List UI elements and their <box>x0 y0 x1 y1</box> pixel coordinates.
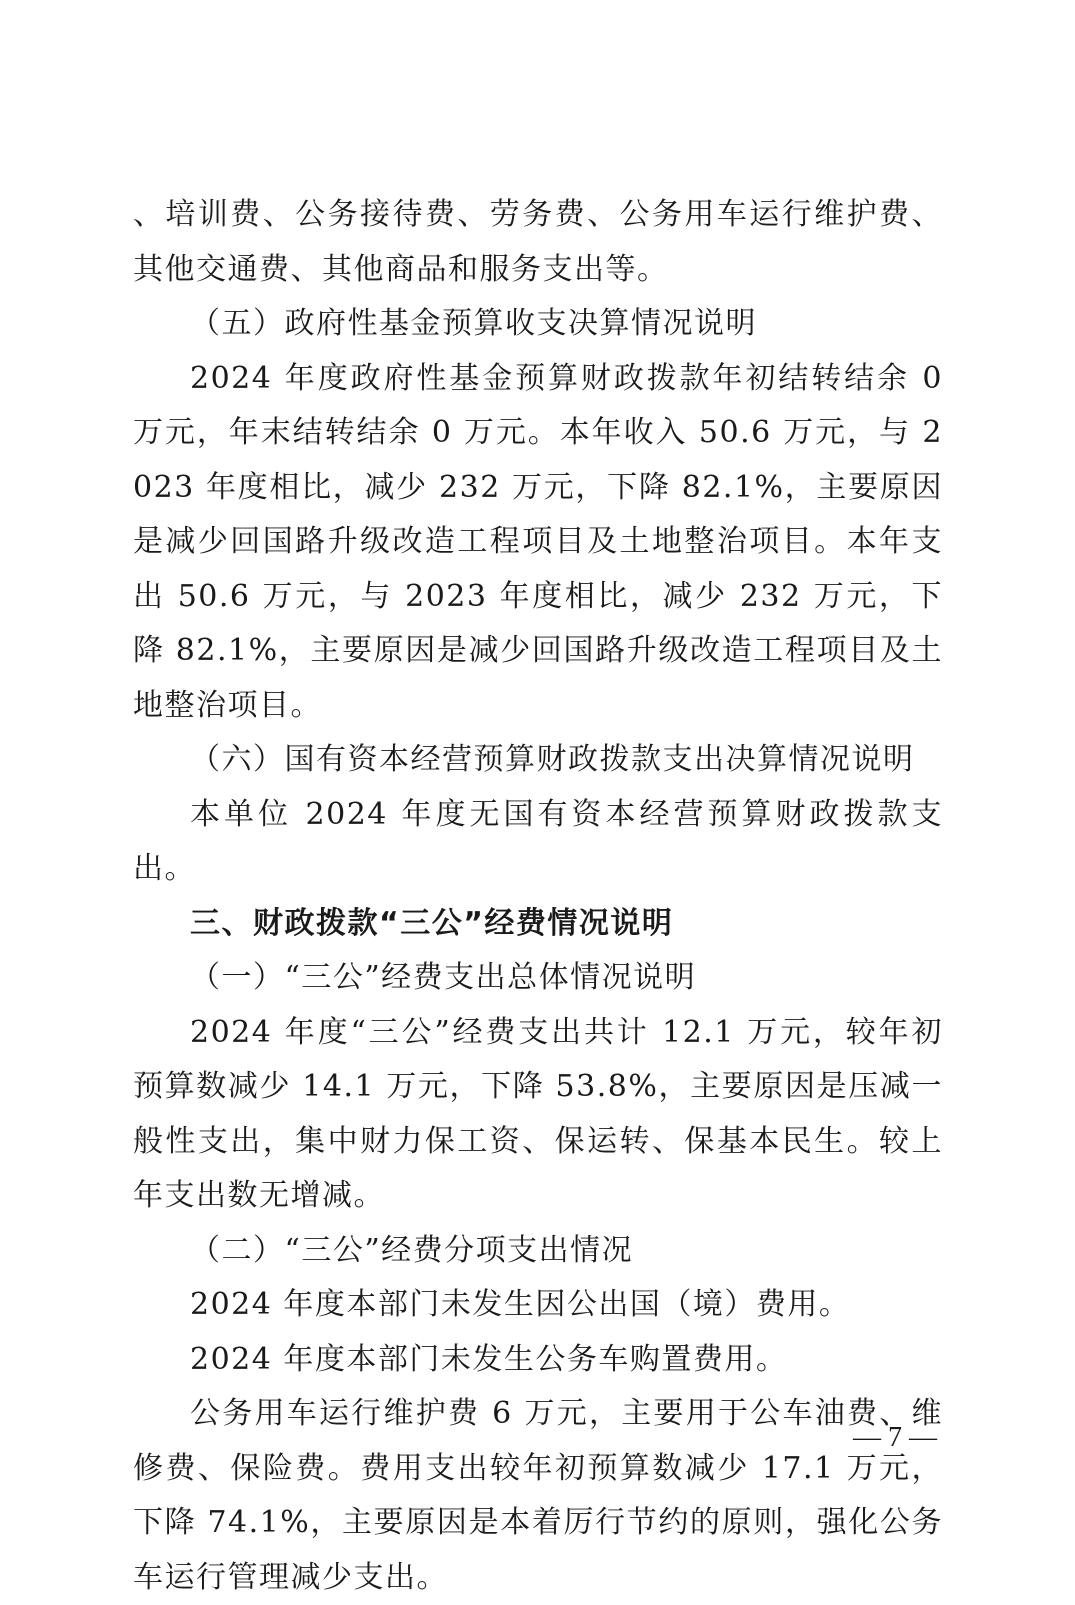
section-heading-state-capital: （六）国有资本经营预算财政拨款支出决算情况说明 <box>190 742 915 777</box>
paragraph-continuation: 、培训费、公务接待费、劳务费、公务用车运行维护费、其他交通费、其他商品和服务支出等。 <box>133 197 943 287</box>
paragraph-overseas-travel: 2024 年度本部门未发生因公出国（境）费用。 <box>190 1287 851 1322</box>
page-number: — 7 — <box>853 1422 937 1453</box>
paragraph-government-fund: 2024 年度政府性基金预算财政拨款年初结转结余 0 万元，年末结转结余 0 万元。本年收入 50.6 万元，与 2023 年度相比，减少 232 万元，下降 82.1%，主要原因是减少回国路升级改造工程项目及土地整治项目。本年支出 50.6 万元，与 2023 年度相比，减少 232 万元，下降 82.1%，主要原因是减少回国路升级改造工程项目及土地整治项目。 <box>133 360 943 723</box>
section-heading-government-fund: （五）政府性基金预算收支决算情况说明 <box>190 306 757 341</box>
paragraph-vehicle-maintenance: 公务用车运行维护费 6 万元，主要用于公车油费、维修费、保险费。费用支出较年初预算数减少 17.1 万元，下降 74.1%，主要原因是本着厉行节约的原则，强化公务车运行管理减少支出。 <box>133 1396 943 1595</box>
section-heading-three-public-items: （二）“三公”经费分项支出情况 <box>190 1232 634 1268</box>
paragraph-three-public-overall: 2024 年度“三公”经费支出共计 12.1 万元，较年初预算数减少 14.1 万元，下降 53.8%，主要原因是压减一般性支出，集中财力保工资、保运转、保基本民生。较上年支出数无增减。 <box>133 1014 943 1213</box>
section-heading-three-public-overall: （一）“三公”经费支出总体情况说明 <box>190 960 697 995</box>
document-body <box>133 188 943 1605</box>
chapter-heading-three-public: 三、财政拨款“三公”经费情况说明 <box>190 905 674 941</box>
paragraph-state-capital: 本单位 2024 年度无国有资本经营预算财政拨款支出。 <box>133 796 943 886</box>
paragraph-vehicle-purchase: 2024 年度本部门未发生公务车购置费用。 <box>190 1341 788 1377</box>
